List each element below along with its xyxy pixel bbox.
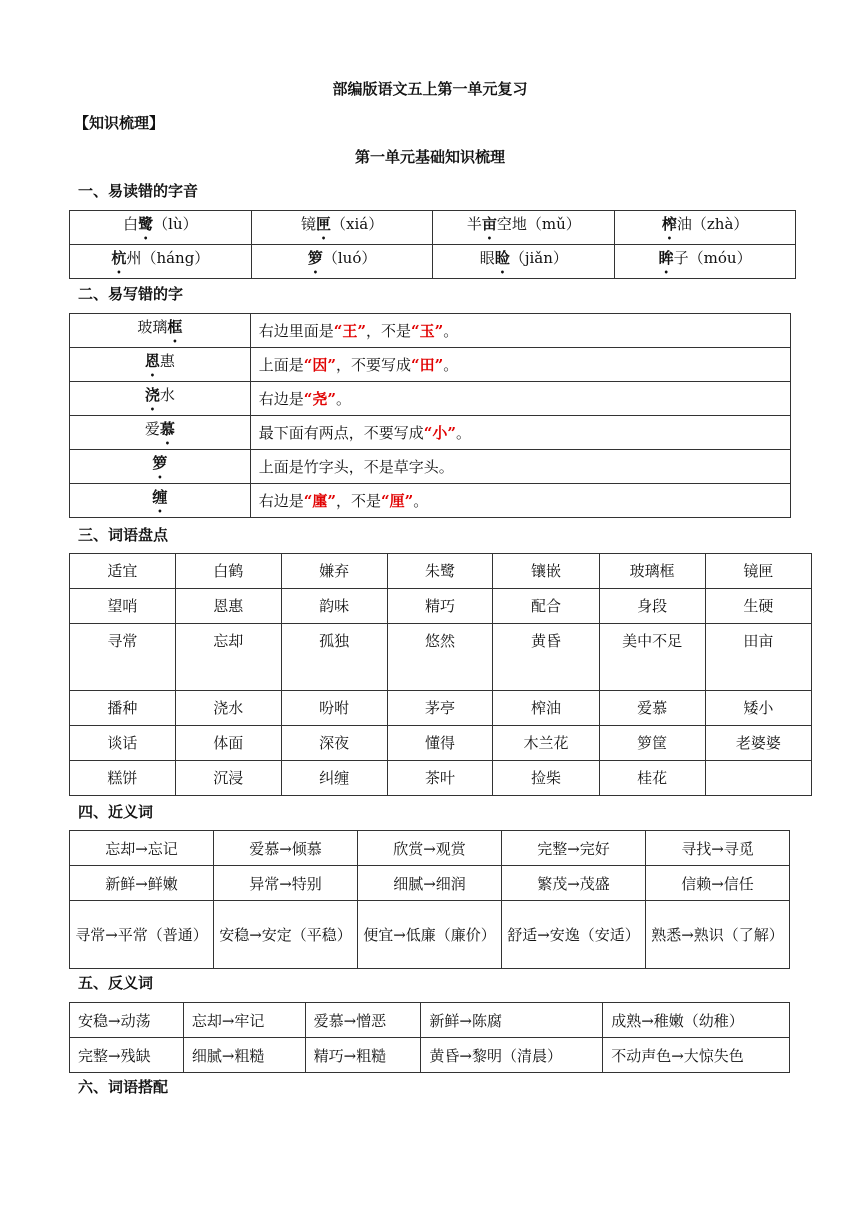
synonym-cell: 异常→特别 bbox=[214, 866, 358, 901]
antonym-cell: 安稳→动荡 bbox=[70, 1003, 184, 1038]
antonym-cell: 不动声色→大惊失色 bbox=[603, 1038, 790, 1073]
word-cell: 纠缠 bbox=[281, 761, 387, 796]
table-row bbox=[70, 484, 791, 518]
highlight-char: “田” bbox=[411, 356, 444, 374]
note-text: 上面是竹字头，不是草字头。 bbox=[258, 458, 454, 476]
table-row bbox=[70, 450, 791, 484]
word-prefix: 半 bbox=[466, 214, 482, 233]
emphasized-char: 鹭 bbox=[138, 214, 154, 233]
antonym-cell: 爱慕→憎恶 bbox=[305, 1003, 421, 1038]
synonym-cell: 忘却→忘记 bbox=[70, 831, 214, 866]
word-cell bbox=[705, 761, 811, 796]
note-cell bbox=[250, 484, 790, 518]
note-text: 。 bbox=[335, 390, 351, 408]
table-row bbox=[70, 1038, 790, 1073]
word-cell: 吩咐 bbox=[281, 691, 387, 726]
antonym-cell: 黄昏→黎明（清晨） bbox=[421, 1038, 603, 1073]
word-cell: 捡柴 bbox=[493, 761, 599, 796]
word-cell: 箩筐 bbox=[599, 726, 705, 761]
synonym-cell: 安稳→安定（平稳） bbox=[214, 901, 358, 969]
synonyms-table bbox=[69, 830, 790, 969]
word-cell: 寻常 bbox=[70, 624, 176, 691]
synonym-cell: 信赖→信任 bbox=[646, 866, 790, 901]
synonym-cell: 欣赏→观赏 bbox=[358, 831, 502, 866]
table-row bbox=[70, 691, 812, 726]
highlight-char: “尧” bbox=[303, 390, 336, 408]
note-text: 。 bbox=[443, 322, 459, 340]
pronunciation-cell bbox=[615, 245, 796, 279]
word-cell: 玻璃框 bbox=[599, 554, 705, 589]
synonym-cell: 新鲜→鲜嫩 bbox=[70, 866, 214, 901]
word-cell: 爱慕 bbox=[599, 691, 705, 726]
word-suffix-pinyin: （jiǎn） bbox=[509, 248, 568, 267]
word-cell: 孤独 bbox=[281, 624, 387, 691]
word-suffix-pinyin: （xiá） bbox=[331, 214, 384, 233]
note-cell bbox=[250, 314, 790, 348]
pronunciation-cell bbox=[251, 245, 433, 279]
word-cell: 懂得 bbox=[387, 726, 493, 761]
emphasized-char: 箩 bbox=[152, 453, 168, 472]
highlight-char: “厘” bbox=[381, 492, 414, 510]
pronunciation-cell bbox=[70, 245, 252, 279]
pronunciation-cell bbox=[251, 211, 433, 245]
note-cell bbox=[250, 450, 790, 484]
word-cell: 深夜 bbox=[281, 726, 387, 761]
highlight-char: “小” bbox=[423, 424, 456, 442]
word-cell: 榨油 bbox=[493, 691, 599, 726]
word-cell: 浇水 bbox=[175, 691, 281, 726]
word-cell: 茅亭 bbox=[387, 691, 493, 726]
word-cell bbox=[70, 416, 251, 450]
synonym-cell: 寻找→寻觅 bbox=[646, 831, 790, 866]
note-text: 上面是 bbox=[258, 356, 304, 374]
word-cell: 体面 bbox=[175, 726, 281, 761]
emphasized-char: 亩 bbox=[481, 214, 497, 233]
word-cell bbox=[70, 314, 251, 348]
word-cell: 韵味 bbox=[281, 589, 387, 624]
pronunciation-cell bbox=[70, 211, 252, 245]
word-prefix: 白 bbox=[123, 214, 139, 233]
note-text: ，不是 bbox=[335, 492, 381, 510]
word-prefix: 爱 bbox=[144, 419, 160, 438]
word-cell bbox=[70, 382, 251, 416]
highlight-char: “王” bbox=[333, 322, 366, 340]
table-row bbox=[70, 624, 812, 691]
table-row bbox=[70, 831, 790, 866]
antonym-cell: 完整→残缺 bbox=[70, 1038, 184, 1073]
word-cell: 美中不足 bbox=[599, 624, 705, 691]
table-row bbox=[70, 314, 791, 348]
highlight-char: “玉” bbox=[411, 322, 444, 340]
antonym-cell: 忘却→牢记 bbox=[183, 1003, 305, 1038]
word-cell bbox=[70, 348, 251, 382]
synonym-cell: 完整→完好 bbox=[502, 831, 646, 866]
heading-words: 三、词语盘点 bbox=[78, 526, 169, 544]
emphasized-char: 框 bbox=[167, 317, 183, 336]
synonym-cell: 熟悉→熟识（了解） bbox=[646, 901, 790, 969]
word-cell: 忘却 bbox=[175, 624, 281, 691]
word-prefix: 眼 bbox=[479, 248, 495, 267]
word-cell: 木兰花 bbox=[493, 726, 599, 761]
note-cell bbox=[250, 416, 790, 450]
table-row bbox=[70, 1003, 790, 1038]
heading-synonyms: 四、近义词 bbox=[78, 803, 154, 821]
knowledge-label: 【知识梳理】 bbox=[74, 114, 165, 132]
word-cell: 播种 bbox=[70, 691, 176, 726]
heading-pronunciation: 一、易读错的字音 bbox=[78, 182, 199, 200]
word-cell: 沉浸 bbox=[175, 761, 281, 796]
note-text: 右边是 bbox=[258, 492, 304, 510]
emphasized-char: 眸 bbox=[658, 248, 674, 267]
word-cell: 嫌弃 bbox=[281, 554, 387, 589]
word-cell: 田亩 bbox=[705, 624, 811, 691]
table-row bbox=[70, 554, 812, 589]
page-title: 部编版语文五上第一单元复习 bbox=[332, 80, 528, 98]
antonym-cell: 精巧→粗糙 bbox=[305, 1038, 421, 1073]
pronunciation-table bbox=[69, 210, 796, 279]
antonym-cell: 细腻→粗糙 bbox=[183, 1038, 305, 1073]
word-suffix-pinyin: （luó） bbox=[322, 248, 377, 267]
emphasized-char: 杭 bbox=[111, 248, 127, 267]
synonym-cell: 繁茂→茂盛 bbox=[502, 866, 646, 901]
word-suffix-pinyin: 子（móu） bbox=[673, 248, 752, 267]
emphasized-char: 缠 bbox=[152, 487, 168, 506]
synonym-cell: 便宜→低廉（廉价） bbox=[358, 901, 502, 969]
word-cell: 老婆婆 bbox=[705, 726, 811, 761]
note-text: 最下面有两点，不要写成 bbox=[258, 424, 424, 442]
emphasized-char: 浇 bbox=[144, 385, 160, 404]
word-cell: 桂花 bbox=[599, 761, 705, 796]
note-text: 右边里面是 bbox=[258, 322, 334, 340]
table-row bbox=[70, 245, 796, 279]
antonym-cell: 新鲜→陈腐 bbox=[421, 1003, 603, 1038]
word-cell: 朱鹭 bbox=[387, 554, 493, 589]
note-text: ，不是 bbox=[365, 322, 411, 340]
word-cell: 白鹤 bbox=[175, 554, 281, 589]
word-cell: 糕饼 bbox=[70, 761, 176, 796]
section-subtitle: 第一单元基础知识梳理 bbox=[354, 148, 505, 166]
note-text: 右边是 bbox=[258, 390, 304, 408]
miswritten-table bbox=[69, 313, 791, 518]
antonyms-table bbox=[69, 1002, 790, 1073]
word-cell: 茶叶 bbox=[387, 761, 493, 796]
word-cell bbox=[70, 484, 251, 518]
pronunciation-cell bbox=[433, 211, 615, 245]
highlight-char: “廛” bbox=[303, 492, 336, 510]
emphasized-char: 榨 bbox=[661, 214, 677, 233]
word-cell: 生硬 bbox=[705, 589, 811, 624]
note-text: ，不要写成 bbox=[335, 356, 411, 374]
table-row bbox=[70, 761, 812, 796]
emphasized-char: 恩 bbox=[144, 351, 160, 370]
table-row bbox=[70, 416, 791, 450]
heading-collocations: 六、词语搭配 bbox=[78, 1078, 169, 1096]
heading-antonyms: 五、反义词 bbox=[78, 974, 154, 992]
note-cell bbox=[250, 382, 790, 416]
emphasized-char: 匣 bbox=[316, 214, 332, 233]
word-suffix-pinyin: 州（háng） bbox=[126, 248, 210, 267]
word-cell: 配合 bbox=[493, 589, 599, 624]
table-row bbox=[70, 348, 791, 382]
synonym-cell: 舒适→安逸（安适） bbox=[502, 901, 646, 969]
table-row bbox=[70, 901, 790, 969]
heading-miswritten: 二、易写错的字 bbox=[78, 285, 184, 303]
table-row bbox=[70, 589, 812, 624]
emphasized-char: 箩 bbox=[307, 248, 323, 267]
word-cell bbox=[70, 450, 251, 484]
table-row bbox=[70, 382, 791, 416]
note-cell bbox=[250, 348, 790, 382]
word-suffix: 水 bbox=[159, 385, 175, 404]
word-cell: 适宜 bbox=[70, 554, 176, 589]
highlight-char: “因” bbox=[303, 356, 336, 374]
word-cell: 悠然 bbox=[387, 624, 493, 691]
table-row bbox=[70, 866, 790, 901]
words-table bbox=[69, 553, 812, 796]
word-suffix-pinyin: 空地（mǔ） bbox=[496, 214, 581, 233]
pronunciation-cell bbox=[433, 245, 615, 279]
word-cell: 镜匣 bbox=[705, 554, 811, 589]
word-cell: 黄昏 bbox=[493, 624, 599, 691]
note-text: 。 bbox=[443, 356, 459, 374]
note-text: 。 bbox=[455, 424, 471, 442]
word-cell: 望哨 bbox=[70, 589, 176, 624]
table-row bbox=[70, 211, 796, 245]
emphasized-char: 慕 bbox=[159, 419, 175, 438]
word-prefix: 玻璃 bbox=[137, 317, 168, 336]
emphasized-char: 睑 bbox=[494, 248, 510, 267]
word-suffix-pinyin: （lù） bbox=[153, 214, 198, 233]
word-cell: 身段 bbox=[599, 589, 705, 624]
pronunciation-cell bbox=[615, 211, 796, 245]
word-cell: 精巧 bbox=[387, 589, 493, 624]
table-row bbox=[70, 726, 812, 761]
synonym-cell: 细腻→细润 bbox=[358, 866, 502, 901]
word-suffix: 惠 bbox=[159, 351, 175, 370]
word-prefix: 镜 bbox=[300, 214, 316, 233]
word-cell: 矮小 bbox=[705, 691, 811, 726]
synonym-cell: 寻常→平常（普通） bbox=[70, 901, 214, 969]
word-cell: 谈话 bbox=[70, 726, 176, 761]
antonym-cell: 成熟→稚嫩（幼稚） bbox=[603, 1003, 790, 1038]
word-suffix-pinyin: 油（zhà） bbox=[676, 214, 749, 233]
note-text: 。 bbox=[413, 492, 429, 510]
word-cell: 镶嵌 bbox=[493, 554, 599, 589]
word-cell: 恩惠 bbox=[175, 589, 281, 624]
synonym-cell: 爱慕→倾慕 bbox=[214, 831, 358, 866]
